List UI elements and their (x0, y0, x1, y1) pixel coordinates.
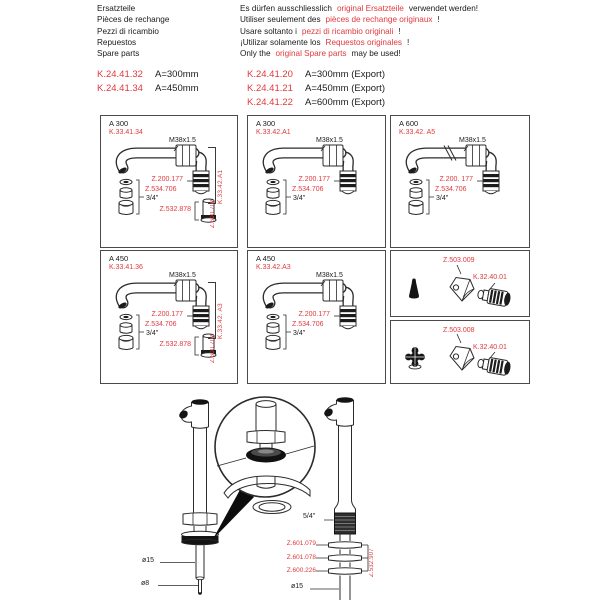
cartridge-code: K.32.40.01 (473, 344, 507, 351)
lang-es: Repuestos (97, 37, 137, 47)
aerator-parts-drawing (265, 313, 291, 351)
box-title: A 450 (109, 254, 129, 263)
box-kit-code: K.33.42. A5 (399, 129, 436, 136)
order-numbers-export (247, 68, 385, 110)
thread-size-label: M38x1.5 (169, 137, 196, 144)
column-head (323, 397, 354, 426)
box-kit-code: K.33.42.A1 (256, 129, 291, 136)
notice-it: Usare soltanto i pezzi di ricambio originali ! (240, 26, 401, 36)
right-pipe-diameter-label: ø15 (291, 583, 304, 590)
order-numbers-domestic (97, 68, 199, 96)
original-parts-notice (240, 3, 478, 59)
box-title: A 600 (399, 119, 419, 128)
aerator-parts-drawing (265, 178, 291, 216)
outlet-code: Z.532.878 (159, 341, 191, 348)
washer-code-1: Z.601.079 (286, 540, 316, 547)
order-row: K.24.41.21 A=450mm (Export) (247, 83, 385, 94)
connector-code: Z.200.177 (298, 311, 330, 318)
order-row: K.24.41.20 A=300mm (Export) (247, 69, 385, 80)
aerator-size: 3/4" (146, 195, 159, 202)
parts-box-a300-complete (100, 115, 238, 248)
aerator-code: Z.534.706 (145, 321, 177, 328)
box-title: A 300 (256, 119, 276, 128)
aerator-code: Z.534.706 (292, 321, 324, 328)
outlet-code: Z.532.878 (159, 206, 191, 213)
lang-de: Ersatzteile (97, 4, 136, 13)
thread-size-label: M38x1.5 (459, 137, 486, 144)
aerator-size: 3/4" (436, 195, 449, 202)
notice-de: Es dürfen ausschliesslich original Ersatzteile verwendet werden! (240, 4, 479, 13)
handle-code: Z.503.009 (443, 257, 475, 264)
aerator-size: 3/4" (146, 330, 159, 337)
thread-size-label: M38x1.5 (316, 272, 343, 279)
connector-code: Z.200.177 (298, 176, 330, 183)
spout-kit-code: K.33.42. A3 (217, 303, 224, 339)
order-row: K.24.41.22 A=600mm (Export) (247, 97, 385, 108)
outlet-side-code: Z.600.702 (210, 334, 216, 363)
parts-box-a450-spout (247, 250, 386, 384)
order-row: K.24.41.34 A=450mm (97, 83, 199, 94)
left-inlet-diameter-label: ø8 (141, 580, 150, 587)
notice-en: Only the original Spare parts may be used! (240, 49, 401, 59)
aerator-code: Z.534.706 (435, 186, 467, 193)
handle-code: Z.503.008 (443, 327, 475, 334)
connector-code: Z.200.177 (151, 176, 183, 183)
lang-en: Spare parts (97, 49, 140, 59)
box-kit-code: K.33.41.36 (109, 264, 143, 271)
box-title: A 450 (256, 254, 276, 263)
spout-kit-code: K.33.42.A1 (217, 169, 224, 204)
magnifier-pointer (213, 488, 254, 539)
connector-code: Z.200. 177 (439, 176, 473, 183)
left-pipe-diameter-label: ø15 (142, 557, 155, 564)
thread-size-label: M38x1.5 (316, 137, 343, 144)
notice-fr: Utiliser seulement des pièces de rechange originaux ! (240, 15, 440, 25)
aerator-size: 3/4" (293, 195, 306, 202)
aerator-code: Z.534.706 (145, 186, 177, 193)
cartridge-code: K.32.40.01 (473, 274, 507, 281)
thread-size-label: M38x1.5 (169, 272, 196, 279)
box-kit-code: K.33.42.A3 (256, 264, 291, 271)
box-title: A 300 (109, 119, 129, 128)
aerator-size: 3/4" (293, 330, 306, 337)
parts-box-a600-spout (390, 115, 530, 248)
order-row: K.24.41.32 A=300mm (97, 69, 199, 80)
language-list (97, 3, 169, 59)
aerator-parts-drawing (408, 178, 434, 216)
parts-box-handle-cone (390, 250, 530, 317)
connector-code: Z.200.177 (151, 311, 183, 318)
parts-box-a300-spout (247, 115, 386, 248)
lang-fr: Pièces de rechange (97, 15, 170, 25)
washer-code-2: Z.601.078 (286, 553, 316, 561)
washer-code-3: Z.600.226 (286, 566, 316, 574)
box-kit-code: K.33.41.34 (109, 129, 143, 136)
thread-size-label: 5/4" (303, 513, 316, 520)
assembly-code: Z.532.907 (369, 548, 375, 577)
lang-it: Pezzi di ricambio (97, 26, 159, 36)
parts-box-a450-complete (100, 250, 238, 384)
column-head (178, 399, 209, 428)
aerator-code: Z.534.706 (292, 186, 324, 193)
installation-drawing (120, 395, 400, 600)
notice-es: ¡Utilizar solamente los Requestos originales ! (240, 37, 410, 47)
parts-box-handle-cross (390, 320, 530, 384)
outlet-side-code: Z.600.702 (210, 199, 216, 228)
